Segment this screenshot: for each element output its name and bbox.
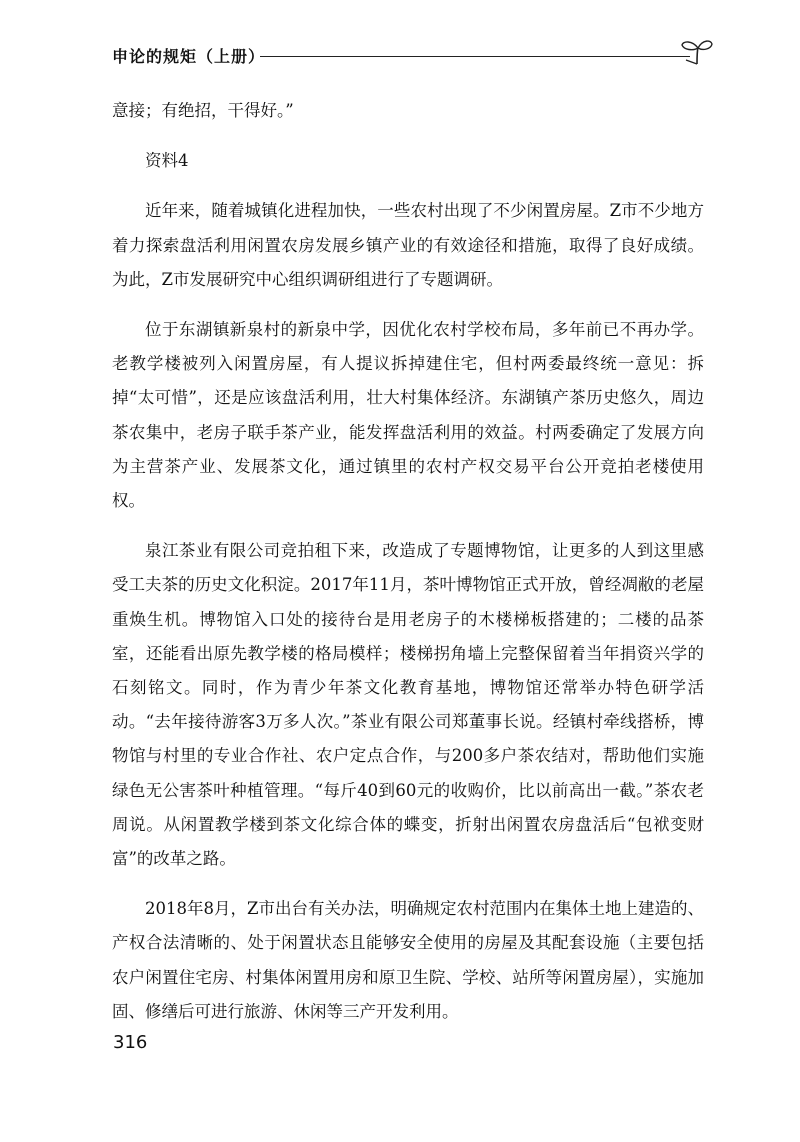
sprout-icon: [680, 38, 714, 66]
paragraph: 位于东湖镇新泉村的新泉中学，因优化农村学校布局，多年前已不再办学。老教学楼被列入闲置房屋，有人提议拆掉建住宅，但村两委最终统一意见：拆掉“太可惜”，还是应该盘活利用，壮大村集体经济。东湖镇产茶历史悠久，周边茶农集中，老房子联手茶产业，能发挥盘活利用的效益。村两委确定了发展方向为主营茶产业、发展茶文化，通过镇里的农村产权交易平台公开竞拍老楼使用权。: [112, 320, 704, 511]
section-heading: 资料4: [145, 151, 189, 171]
paragraph: 近年来，随着城镇化进程加快，一些农村出现了不少闲置房屋。Z市不少地方着力探索盘活利用闲置农房发展乡镇产业的有效途径和措施，取得了良好成绩。为此，Z市发展研究中心组织调研组进行了专题调研。: [112, 201, 704, 289]
book-title: 申论的规矩（上册）: [112, 47, 266, 66]
running-header: [112, 38, 712, 68]
header-rule: [260, 56, 690, 57]
paragraph: 泉江茶业有限公司竞拍租下来，改造成了专题博物馆，让更多的人到这里感受工夫茶的历史文化积淀。2017年11月，茶叶博物馆正式开放，曾经凋敝的老屋重焕生机。博物馆入口处的接待台是用老房子的木楼梯板搭建的；二楼的品茶室，还能看出原先教学楼的格局模样；楼梯拐角墙上完整保留着当年捐资兴学的石刻铭文。同时，作为青少年茶文化教育基地，博物馆还常举办特色研学活动。“去年接待游客3万多人次。”茶业有限公司郑董事长说。经镇村牵线搭桥，博物馆与村里的专业合作社、农户定点合作，与200多户茶农结对，帮助他们实施绿色无公害茶叶种植管理。“每斤40到60元的收购价，比以前高出一截。”茶农老周说。从闲置教学楼到茶文化综合体的蝶变，折射出闲置农房盘活后“包袱变财富”的改革之路。: [112, 541, 704, 869]
page-number: 316: [113, 1032, 148, 1053]
paragraph: 2018年8月，Z市出台有关办法，明确规定农村范围内在集体土地上建造的、产权合法清晰的、处于闲置状态且能够安全使用的房屋及其配套设施（主要包括农户闲置住宅房、村集体闲置用房和原卫生院、学校、站所等闲置房屋），实施加固、修缮后可进行旅游、休闲等三产开发利用。: [112, 899, 704, 1021]
document-body: [112, 94, 704, 1029]
paragraph-continuation: 意接；有绝招，干得好。”: [112, 101, 294, 120]
